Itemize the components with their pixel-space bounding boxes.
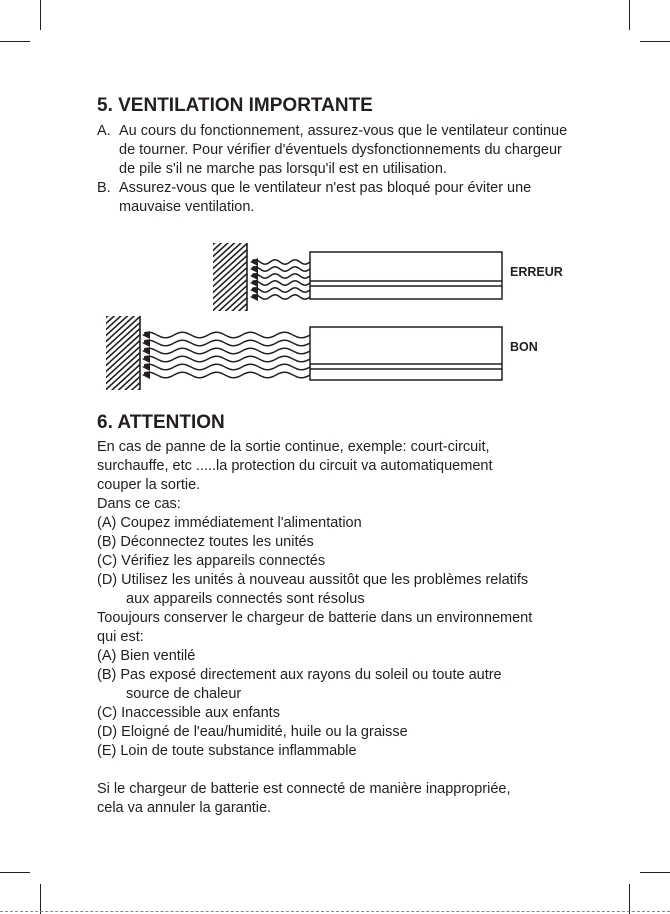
list-item: (D) Utilisez les unités à nouveau aussitôt que les problèmes relatifs <box>97 572 529 588</box>
item-text: Au cours du fonctionnement, assurez-vous que le ventilateur continue de tourner. Pour vérifier d'éventuels dysfonctionnements du chargeur de pile s'il ne marche pas lorsqu'il est en utilisation. <box>119 123 568 177</box>
airflow-line <box>252 274 310 278</box>
list-item: (C) Inaccessible aux enfants <box>97 705 280 721</box>
hatch-line <box>101 366 145 406</box>
hatch-line <box>101 324 145 364</box>
keep-line: Tooujours conserver le chargeur de batterie dans un environnement <box>97 610 533 626</box>
hatch-line <box>208 257 252 297</box>
section6-body <box>97 438 582 818</box>
list-item: (A) Coupez immédiatement l'alimentation <box>97 515 362 531</box>
airflow-line <box>144 364 310 370</box>
charger-unit-good <box>310 327 502 380</box>
hatch-line <box>208 305 252 345</box>
list-item-continuation: aux appareils connectés sont résolus <box>126 591 365 607</box>
airflow-line <box>144 340 310 346</box>
list-item: (B) Déconnectez toutes les unités <box>97 534 314 550</box>
hatch-line <box>208 209 252 249</box>
hatch-line <box>101 354 145 394</box>
hatch-line <box>101 372 145 412</box>
airflow-line <box>252 288 310 292</box>
airflow-line <box>144 332 310 338</box>
keep-line: qui est: <box>97 629 144 645</box>
item-text: Assurez-vous que le ventilateur n'est pas bloqué pour éviter une mauvaise ventilation. <box>119 180 532 215</box>
hatch-line <box>208 221 252 261</box>
cases-heading: Dans ce cas: <box>97 496 181 512</box>
hatch-line <box>101 318 145 358</box>
hatch-line <box>101 276 145 316</box>
spacer <box>97 761 582 780</box>
section6-title: 6. ATTENTION <box>97 412 225 433</box>
airflow-line <box>252 295 310 299</box>
hatch-line <box>101 348 145 388</box>
hatch-line <box>208 245 252 285</box>
hatch-line <box>208 203 252 243</box>
list-item: (A) Bien ventilé <box>97 648 196 664</box>
hatch-line <box>101 294 145 334</box>
intro-line: surchauffe, etc .....la protection du circuit va automatiquement <box>97 458 493 474</box>
airflow-line <box>252 267 310 271</box>
label-wrong: ERREUR <box>510 265 563 279</box>
list-item: (B) Pas exposé directement aux rayons du soleil ou toute autre <box>97 667 502 683</box>
list-item-continuation: source de chaleur <box>126 686 242 702</box>
hatch-line <box>208 269 252 309</box>
hatch-line <box>101 330 145 370</box>
item-marker: A. <box>97 123 111 139</box>
list-item: (C) Vérifiez les appareils connectés <box>97 553 326 569</box>
hatch-line <box>101 300 145 340</box>
intro-line: En cas de panne de la sortie continue, exemple: court-circuit, <box>97 439 490 455</box>
hatch-line <box>101 306 145 346</box>
intro-line: couper la sortie. <box>97 477 201 493</box>
hatch-line <box>208 275 252 315</box>
hatch-line <box>208 251 252 291</box>
charger-unit-wrong <box>310 252 502 299</box>
conditions-list <box>97 647 582 761</box>
section5-title: 5. VENTILATION IMPORTANTE <box>97 95 373 116</box>
airflow-good <box>142 331 310 379</box>
airflow-line <box>144 356 310 362</box>
hatch-line <box>101 336 145 376</box>
hatch-line <box>208 287 252 327</box>
airflow-line <box>252 260 310 264</box>
airflow-line <box>144 372 310 378</box>
cases-list <box>97 514 582 609</box>
list-item: (E) Loin de toute substance inflammable <box>97 743 357 759</box>
hatch-line <box>101 288 145 328</box>
hatch-line <box>208 233 252 273</box>
hatch-line <box>208 293 252 333</box>
hatch-line <box>208 215 252 255</box>
airflow-wrong <box>250 258 310 301</box>
hatch-line <box>208 263 252 303</box>
hatch-line <box>101 282 145 322</box>
warranty-line: cela va annuler la garantie. <box>97 800 272 816</box>
hatch-line <box>101 342 145 382</box>
airflow-line <box>144 348 310 354</box>
hatch-line <box>101 360 145 400</box>
item-marker: B. <box>97 180 111 196</box>
hatch-line <box>101 312 145 352</box>
list-item: (D) Eloigné de l'eau/humidité, huile ou la graisse <box>97 724 408 740</box>
warranty-line: Si le chargeur de batterie est connecté de manière inappropriée, <box>97 781 511 797</box>
hatch-line <box>208 281 252 321</box>
label-good: BON <box>510 340 538 354</box>
airflow-line <box>252 281 310 285</box>
hatch-line <box>208 227 252 267</box>
hatch-line <box>208 239 252 279</box>
